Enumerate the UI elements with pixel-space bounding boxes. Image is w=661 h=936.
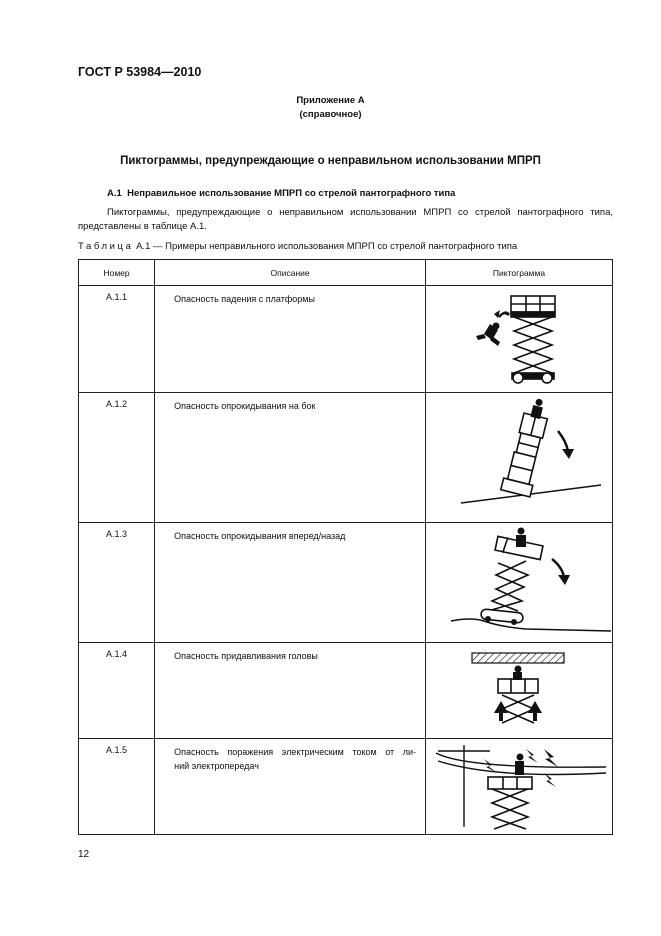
intro-paragraph-text: Пиктограммы, предупреждающие о неправильном использовании МПРП со стрелой пантографного типа, представлены в таблице А.1.: [78, 207, 613, 232]
table-row: [79, 523, 613, 643]
section-title: Пиктограммы, предупреждающие о неправильном использовании МПРП: [120, 155, 541, 167]
table-caption-text: А.1 — Примеры неправильного использования МПРП со стрелой пантографного типа: [133, 241, 518, 252]
row-description: [155, 739, 426, 835]
document-code: ГОСТ Р 53984—2010: [78, 65, 202, 79]
table-row: [79, 393, 613, 523]
head-crush-pictogram: [426, 643, 611, 737]
table-row: [79, 739, 613, 835]
header-description: Описание: [155, 260, 426, 286]
table-row: [79, 286, 613, 393]
table-caption: [78, 241, 517, 252]
power-line-electrocution-pictogram: [426, 739, 611, 833]
row-description: Опасность опрокидывания на бок: [155, 393, 426, 523]
subsection-heading: [107, 188, 455, 199]
row-pictogram-cell: [426, 523, 613, 643]
annex-note: (справочное): [299, 109, 362, 120]
fall-from-platform-pictogram: [426, 286, 611, 391]
subsection-title: Неправильное использование МПРП со стрелой пантографного типа: [127, 188, 456, 199]
table-caption-label: Таблица: [78, 241, 134, 252]
header-pictogram: Пиктограмма: [426, 260, 613, 286]
row-description-line1: Опасность поражения электрическим током от ли-: [174, 747, 416, 757]
intro-paragraph: [78, 206, 613, 234]
table-row: [79, 643, 613, 739]
table-header-row: [79, 260, 613, 286]
row-pictogram-cell: [426, 286, 613, 393]
row-number: А.1.2: [79, 393, 155, 523]
row-number: А.1.3: [79, 523, 155, 643]
page-number: 12: [78, 849, 90, 860]
row-pictogram-cell: [426, 393, 613, 523]
row-description: Опасность придавливания головы: [155, 643, 426, 739]
row-description: Опасность падения с платформы: [155, 286, 426, 393]
row-pictogram-cell: [426, 739, 613, 835]
row-description-line2: ний электропередач: [174, 761, 259, 771]
tip-over-sideways-pictogram: [426, 393, 611, 521]
header-number: Номер: [79, 260, 155, 286]
annex-title: Приложение А: [296, 95, 365, 106]
row-number: А.1.5: [79, 739, 155, 835]
row-number: А.1.1: [79, 286, 155, 393]
subsection-number: А.1: [107, 188, 122, 199]
tip-over-forward-backward-pictogram: [426, 523, 611, 641]
row-description: Опасность опрокидывания вперед/назад: [155, 523, 426, 643]
pictogram-table: [78, 259, 613, 835]
row-pictogram-cell: [426, 643, 613, 739]
row-number: А.1.4: [79, 643, 155, 739]
